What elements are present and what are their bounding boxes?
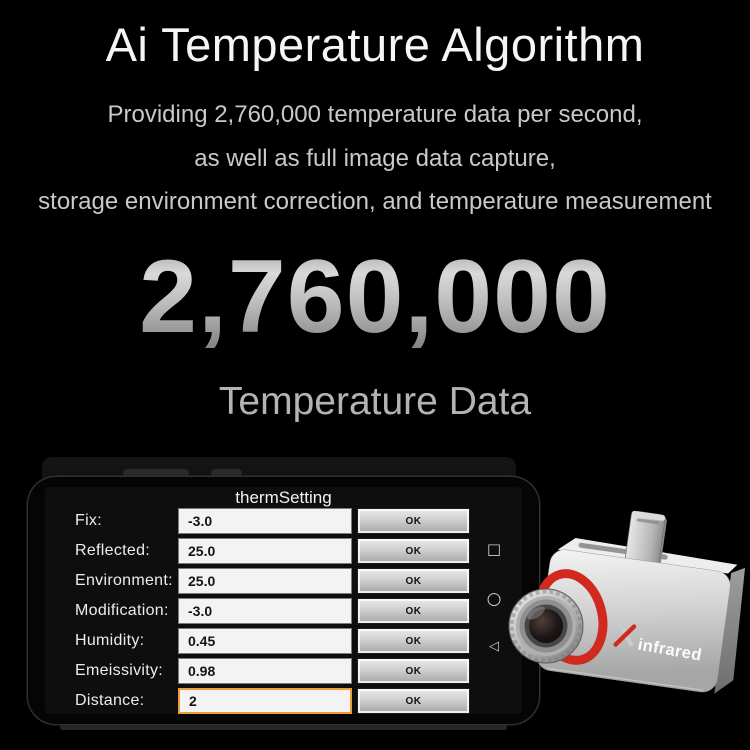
environment-input[interactable] [178, 568, 352, 594]
volume-button [123, 469, 189, 477]
subtitle-line: Providing 2,760,000 temperature data per second, [107, 101, 643, 128]
modification-ok-button[interactable]: OK [357, 598, 470, 624]
modification-input[interactable] [178, 598, 352, 624]
emeissivity-input[interactable] [178, 658, 352, 684]
environment-ok-button[interactable]: OK [357, 568, 470, 594]
phone-screen [45, 487, 522, 714]
reflected-ok-button[interactable]: OK [357, 538, 470, 564]
fix-ok-button[interactable]: OK [357, 508, 470, 534]
setting-row-humidity [45, 626, 477, 656]
power-button [211, 469, 242, 477]
row-label: Distance: [75, 692, 145, 709]
setting-row-emeissivity [45, 656, 477, 686]
setting-row-modification [45, 596, 477, 626]
therm-settings-form [45, 506, 477, 714]
humidity-ok-button[interactable]: OK [357, 628, 470, 654]
home-icon[interactable]: ○ [486, 589, 502, 609]
recents-icon[interactable]: □ [486, 540, 502, 558]
row-label: Reflected: [75, 542, 151, 559]
humidity-input[interactable] [178, 628, 352, 654]
row-label: Humidity: [75, 632, 145, 649]
stat-label: Temperature Data [218, 380, 532, 423]
screen-title: thermSetting [235, 488, 332, 507]
subtitle-line: as well as full image data capture, [194, 144, 556, 172]
setting-row-fix [45, 506, 477, 536]
stat-value: 2,760,000 [0, 238, 750, 357]
row-label: Emeissivity: [75, 662, 164, 679]
back-icon[interactable]: ◁ [489, 639, 499, 654]
row-label: Environment: [75, 572, 173, 589]
setting-row-reflected [45, 536, 477, 566]
subtitle-line: storage environment correction, and temperature measurement [38, 188, 712, 215]
brand-text: infrared [636, 635, 704, 665]
reflected-input[interactable] [178, 538, 352, 564]
subtitle [0, 93, 750, 224]
phone-mockup [28, 477, 539, 724]
page-title: Ai Temperature Algorithm [105, 18, 645, 71]
fix-input[interactable] [178, 508, 352, 534]
setting-row-environment [45, 566, 477, 596]
emeissivity-ok-button[interactable]: OK [357, 658, 470, 684]
distance-ok-button[interactable]: OK [357, 688, 470, 714]
row-label: Fix: [75, 512, 102, 529]
row-label: Modification: [75, 602, 169, 619]
distance-input[interactable] [178, 688, 352, 714]
thermal-camera-image [505, 498, 750, 720]
setting-row-distance [45, 686, 477, 714]
